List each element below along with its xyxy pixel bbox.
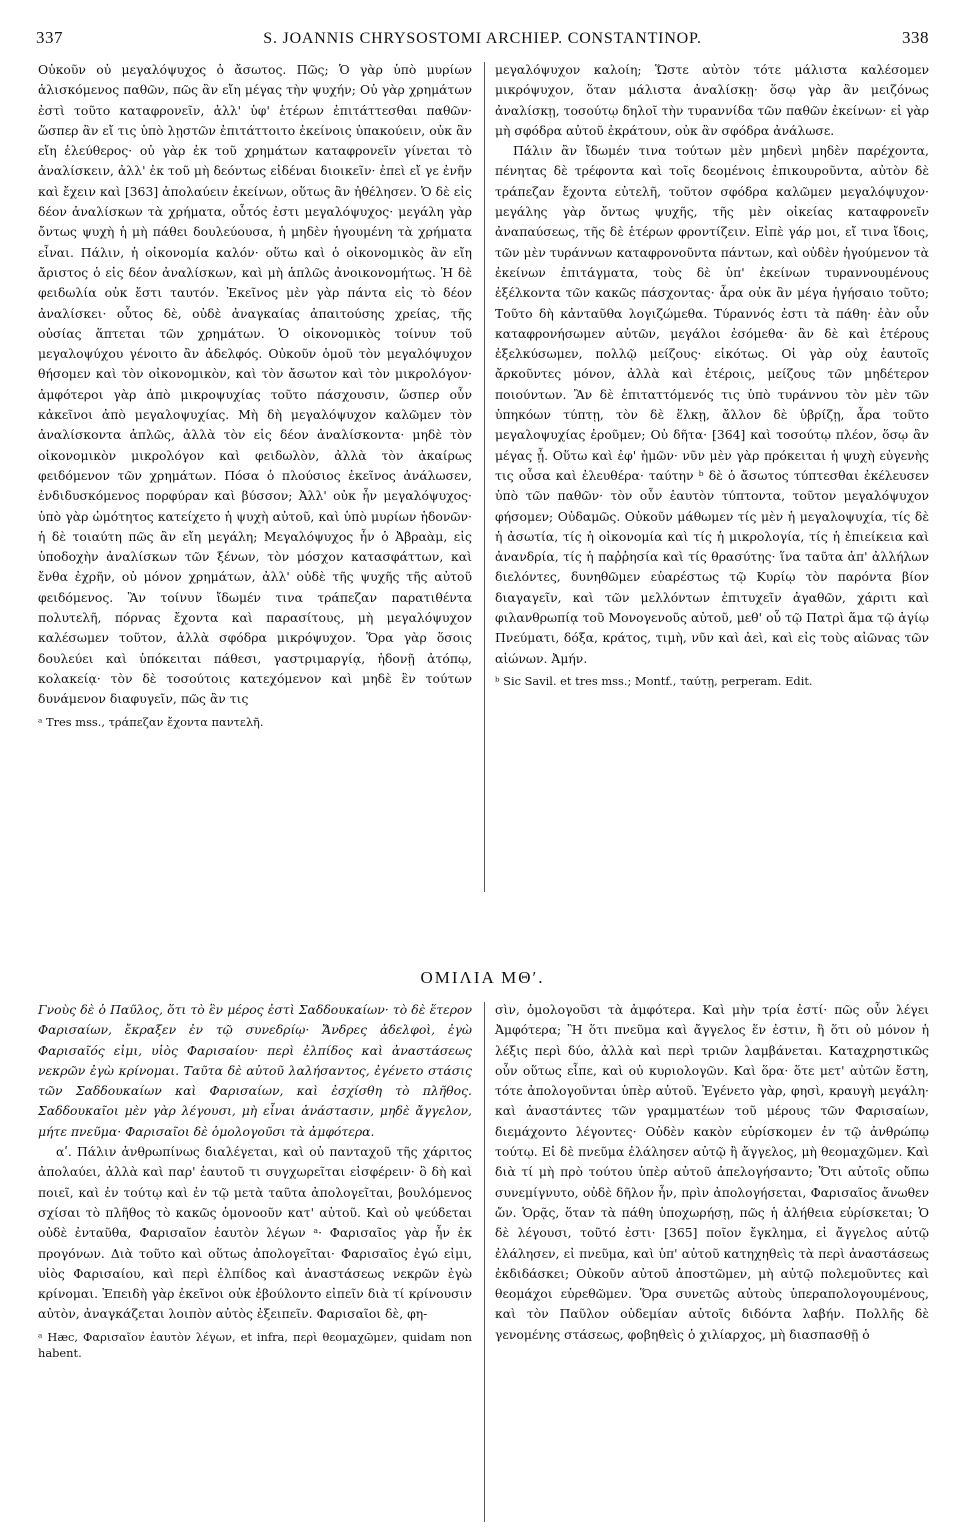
scripture-lemma: Γνοὺς δὲ ὁ Παῦλος, ὅτι τὸ ἓν μέρος ἐστὶ Σαδδουκαίων· τὸ δὲ ἕτερον Φαρισαίων, ἔκραξεν ἐν τῷ συνεδρίῳ· Ἄνδρες ἀδελφοὶ, ἐγὼ Φαρισαῖός εἰμι, υἱὸς Φαρισαίου· περὶ ἐλπίδος καὶ ἀναστάσεως νεκρῶν ἐγὼ κρίνομαι. Ταῦτα δὲ αὐτοῦ λαλήσαντος, ἐγένετο στάσις τῶν Σαδδουκαίων καὶ Φαρισαίων, καὶ ἐσχίσθη τὸ πλῆθος. Σαδδουκαῖοι μὲν γὰρ λέγουσι, μὴ εἶναι ἀνάστασιν, μηδὲ ἄγγελον, μήτε πνεῦμα· Φαρισαῖοι δὲ ὁμολογοῦσι τὰ ἀμφότερα.: [38, 1002, 472, 1139]
column-divider-top: [484, 62, 485, 892]
column-right-bottom: [495, 1000, 929, 1345]
footnote: ᵃ Tres mss., τράπεζαν ἔχοντα παντελῆ.: [38, 714, 264, 729]
paragraph: σὶν, ὁμολογοῦσι τὰ ἀμφότερα. Καὶ μὴν τρία ἐστί· πῶς οὖν λέγει Ἀμφότερα; Ἢ ὅτι πνεῦμα καὶ ἄγγελος ἕν ἐστιν, ἢ ὅτι οὐ μόνον ἡ λέξις περὶ δύο, ἀλλὰ καὶ περὶ τριῶν λαμβάνεται. Καταχρηστικῶς οὖν οὕτως εἶπε, καὶ οὐ κυριολογῶν. Καὶ ὅρα· ὅτε μετ' αὐτῶν ἔστη, τότε ἀπολογοῦνται ὑπὲρ αὐτοῦ. Ἐγένετο γὰρ, φησὶ, κραυγὴ μεγάλη· καὶ ἀναστάντες τῶν γραμματέων τοῦ μέρους τῶν Φαρισαίων, διεμάχοντο λέγοντες· Οὐδὲν κακὸν εὑρίσκομεν ἐν τῷ ἀνθρώπῳ τούτῳ. Εἰ δὲ πνεῦμα ἐλάλησεν αὐτῷ ἢ ἄγγελος, μὴ θεομαχῶμεν. Καὶ διὰ τί μὴ πρὸ τούτου ὑπὲρ αὐτοῦ ἀπελογήσαντο; Ὅτι αὐτοῖς οὔπω συνεμίγνυτο, οὐδὲ δῆλον ἦν, πρὶν ἀπολογήσεται, Φαρισαῖος ἄνωθεν ὤν. Ὁρᾷς, ὅταν τὰ πάθη ὑποχωρήσῃ, πῶς ἡ ἀλήθεια εὑρίσκεται; Ὁ δὲ λέγουσι, τοῦτό ἐστι· [365] ποῖον ἔγκλημα, εἰ ἄγγελος αὐτῷ ἐλάλησεν, εἰ πνεῦμα, καὶ ὑπ' αὐτοῦ κατηχηθεὶς τὰ περὶ ἀναστάσεως ἐκδιδάσκει; Οὐκοῦν αὐτοῦ ἀποστῶμεν, μὴ αὐτῷ πολεμοῦντες καὶ θεομάχοι εὑρεθῶμεν. Ὅρα συνετῶς αὐτοὺς ὑπεραπολογουμένους, καὶ τὸν Παῦλον οὐδεμίαν αὐτοῖς διδόντα λαβήν. Πολλῆς δὲ γενομένης στάσεως, φοβηθεὶς ὁ χιλίαρχος, μὴ διασπασθῇ ὁ: [495, 1002, 929, 1342]
paragraph: Πάλιν ἂν ἴδωμέν τινα τούτων μὲν μηδενὶ μηδὲν παρέχοντα, πένητας δὲ τρέφοντα καὶ τοῖς δεομένοις ἐπικουροῦντα, αὐτὸν δὲ τράπεζαν ἔχοντα εὐτελῆ, τοῦτον σφόδρα καλῶμεν μεγαλόψυχον· μεγάλης γὰρ ὄντως ψυχῆς, τῆς μὲν οἰκείας καταφρονεῖν ἀναπαύσεως, τῆς δὲ ἑτέρων φροντίζειν. Εἰπὲ γάρ μοι, εἴ τινα ἴδοις, τῶν μὲν τυράννων καταφρονοῦντα πάντων, καὶ οὐδὲν ἡγούμενον τὰ ἐκείνων ἐπιτάγματα, τοὺς δὲ ὑπ' ἐκείνων τυραννουμένους ἐξέλκοντα τῶν κακῶς πάσχοντας· ἆρα οὐκ ἂν μέγα ἡγήσαιο τοῦτο; Τοῦτο δὴ κἀνταῦθα λογιζώμεθα. Τύραννός ἐστι τὰ πάθη· ἐὰν οὖν καταφρονήσωμεν αὐτῶν, μεγάλοι ἐσόμεθα· ἂν δὲ καὶ ἑτέρους ἐξελκύσωμεν, πολλῷ μείζους· εἰκότως. Οἱ γὰρ οὐχ ἑαυτοῖς ἄρκοῦντες μόνον, ἀλλὰ καὶ ἑτέροις, μείζους τῶν μηδέτερον ποιούντων. Ἂν δὲ ἐπιταττόμενός τις ὑπὸ τυράννου τὸν μὲν τῶν ὑπηκόων τύπτῃ, τὸν δὲ ἕλκῃ, ἄλλον δὲ ὑβρίζῃ, ἆρα τοῦτο μεγαλοψυχίας ἐροῦμεν; Οὐ δῆτα· [364] καὶ τοσούτῳ πλέον, ὅσῳ ἂν μέγας ᾖ. Οὕτω καὶ ἐφ' ἡμῶν· νῦν μὲν γὰρ πρόκειται ἡ ψυχὴ εὐγενὴς τις οὖσα καὶ ἐλευθέρα· ταύτην ᵇ δὲ ὁ ἄσωτος τύπτεσθαι ἐκέλευσεν ὑπὸ τῶν παθῶν· τὸν οὖν ἑαυτὸν τύπτοντα, τοῦτον μεγαλόψυχον φήσομεν; Οὐδαμῶς. Οὐκοῦν μάθωμεν τίς μὲν ἡ μεγαλοψυχία, τίς δὲ ἡ ἀσωτία, τίς ἡ οἰκονομία καὶ τίς ἡ μικρολογία, τίς ἡ ἐπιείκεια καὶ ἀνανδρία, τίς ἡ παῤῥησία καὶ τίς θρασύτης· ἵνα ταῦτα ἀπ' ἀλλήλων διελόντες, δυνηθῶμεν εὐαρέστως τῷ Κυρίῳ τὸν παρόντα βίον διαγαγεῖν, καὶ τῶν μελλόντων ἐπιτυχεῖν ἀγαθῶν, χάριτι καὶ φιλανθρωπίᾳ τοῦ Μονογενοῦς αὐτοῦ, μεθ' οὗ τῷ Πατρὶ ἅμα τῷ ἁγίῳ Πνεύματι, δόξα, κράτος, τιμὴ, νῦν καὶ ἀεὶ, καὶ εἰς τοὺς αἰῶνας τῶν αἰώνων. Ἀμήν.: [495, 143, 929, 666]
footnote: ᵃ Hæc, Φαρισαῖον ἑαυτὸν λέγων, et infra, περὶ θεομαχῶμεν, quidam non habent.: [38, 1329, 472, 1360]
column-left-bottom: [38, 1000, 472, 1361]
column-left-top: [38, 60, 472, 730]
running-header: [36, 28, 929, 58]
footnote: ᵇ Sic Savil. et tres mss.; Montf., ταύτῃ, perperam. Edit.: [495, 673, 813, 688]
column-right-top: [495, 60, 929, 689]
running-title: S. JOANNIS CHRYSOSTOMI ARCHIEP. CONSTANTINOP.: [263, 30, 702, 47]
column-divider-bottom: [484, 1002, 485, 1522]
page-number-left: 337: [36, 28, 63, 47]
paragraph: Οὐκοῦν οὐ μεγαλόψυχος ὁ ἄσωτος. Πῶς; Ὁ γὰρ ὑπὸ μυρίων ἁλισκόμενος παθῶν, πῶς ἂν εἴη μέγας τὴν ψυχήν; Οὐ γὰρ χρημάτων ἐστὶ τοῦτο καταφρονεῖν, ἀλλ' ὑφ' ἑτέρων ἐπιτάττεσθαι παθῶν· ὥσπερ ἂν εἴ τις ὑπὸ λῃστῶν ἐπιτάττοιτο ἐκείνοις ὑπακούειν, οὐκ ἂν εἴη ἐλεύθερος· οὐ γὰρ ἐκ τοῦ χρημάτων καταφρονεῖν γίνεται τὸ ἀναλίσκειν, ἀλλ' ἐκ τοῦ μὴ δεόντως εἰδέναι διοικεῖν· ἐπεὶ εἴ γε ἐνῆν καὶ ἔχειν καὶ [363] ἀπολαύειν ἐκείνων, οὕτως ἂν ἠθέλησεν. Ὁ δὲ εἰς δέον ἀναλίσκων τὰ χρήματα, οὗτός ἐστι μεγαλόψυχος· μεγάλη γὰρ ὄντως ψυχὴ ἡ μὴ πάθει δουλεύουσα, ἡ μηδὲν ἡγουμένη τὰ χρήματα εἶναι. Πάλιν, ἡ οἰκονομία καλόν· οὕτω καὶ ὁ οἰκονομικὸς ἂν εἴη ἄριστος ὁ εἰς δέον ἀναλίσκων, καὶ μὴ ἁπλῶς ἀνοικονομήτως. Ἡ δὲ φειδωλία οὐκ ἔστι ταυτόν. Ἐκεῖνος μὲν γὰρ πάντα εἰς τὸ δέον ἀναλίσκει· οὗτος δὲ, οὐδὲ ἀναγκαίας ἀπαιτούσης χρείας, τῆς οὐσίας ἅπτεται τῶν χρημάτων. Ὁ οἰκονομικὸς τοίνυν τοῦ μεγαλοψύχου γένοιτο ἂν ἀδελφός. Οὐκοῦν ὁμοῦ τὸν μεγαλόψυχον θήσομεν καὶ τὸν οἰκονομικὸν, καὶ τὸν ἄσωτον καὶ τὸν μικρολόγον· ἀμφότεροι γὰρ ἀπὸ μικροψυχίας τοῦτο πάσχουσιν, ὥσπερ οὖν κἀκεῖνοι ἀπὸ μεγαλοψυχίας. Μὴ δὴ μεγαλόψυχον καλῶμεν τὸν ἀναλίσκοντα ἁπλῶς, ἀλλὰ τὸν εἰς δέον ἀναλίσκοντα· μηδὲ τὸν οἰκονομικὸν μικρολόγον καὶ φειδωλὸν, ἀλλὰ τὸν ἀκαίρως φειδόμενον τῶν χρημάτων. Πόσα ὁ πλούσιος ἐκεῖνος ἀνάλωσεν, ἐνδιδυσκόμενος πορφύραν καὶ βύσσον; Ἀλλ' οὐκ ἦν μεγαλόψυχος· ὑπὸ γὰρ ὠμότητος κατείχετο ἡ ψυχὴ αὐτοῦ, καὶ ὑπὸ μυρίων ἡδονῶν· ἡ δὲ τοιαύτη πῶς ἂν εἴη μεγάλη; Μεγαλόψυχος ἦν ὁ Ἀβραὰμ, εἰς ὑποδοχὴν ἀναλίσκων τῶν ξένων, τὸν μόσχον κατασφάττων, καὶ ἔνθα ἐχρῆν, οὐ μόνον χρημάτων, ἀλλ' οὐδὲ τῆς ψυχῆς τῆς αὐτοῦ φειδόμενος. Ἂν τοίνυν ἴδωμέν τινα τράπεζαν παρατιθέντα πολυτελῆ, πόρνας ἔχοντα καὶ παρασίτους, μὴ μεγαλόψυχον καλέσωμεν τοῦτον, ἀλλὰ σφόδρα μικρόψυχον. Ὅρα γὰρ ὅσοις δουλεύει καὶ ὑπόκειται πάθεσι, γαστριμαργίᾳ, ἡδονῇ ἀτόπῳ, κολακείᾳ· τὸν δὲ τοσούτοις κατεχόμενον καὶ μηδὲ ἓν τούτων δυνάμενον διαφυγεῖν, πῶς ἂν τις: [38, 62, 472, 707]
homily-title: ΟΜΙΛΙΑ ΜΘʹ.: [420, 968, 545, 987]
paragraph: μεγαλόψυχον καλοίη; Ὥστε αὐτὸν τότε μάλιστα καλέσομεν μικρόψυχον, ὅταν μάλιστα ἀναλίσκῃ· ὅσῳ γὰρ ἂν μειζόνως ἀναλίσκῃ, τοσούτῳ δηλοῖ τὴν τυραννίδα τῶν παθῶν ἐκείνων· εἰ γὰρ μὴ σφόδρα αὐτοῦ ἐκράτουν, οὐκ ἂν σφόδρα ἀνάλωσε.: [495, 62, 929, 138]
paragraph: αʹ. Πάλιν ἀνθρωπίνως διαλέγεται, καὶ οὐ πανταχοῦ τῆς χάριτος ἀπολαύει, ἀλλὰ καὶ παρ' ἑαυτοῦ τι συγχωρεῖται εἰσφέρειν· ὃ δὴ καὶ ποιεῖ, καὶ ἐν τούτῳ καὶ ἐν τῷ μετὰ ταῦτα ἀπολογεῖται, βουλόμενος σχίσαι τὸ πλῆθος τὸ κακῶς ὁμονοοῦν κατ' αὐτοῦ. Καὶ οὐ ψεύδεται οὐδὲ ἐνταῦθα, Φαρισαῖον ἑαυτὸν λέγων ᵃ· Φαρισαῖος γὰρ ἦν ἐκ προγόνων. Διὰ τοῦτο καὶ οὕτως ἀπολογεῖται· Φαρισαῖος ἐγώ εἰμι, υἱὸς Φαρισαίου, καὶ περὶ ἐλπίδος καὶ ἀναστάσεως νεκρῶν ἐγὼ κρίνομαι. Ἐπειδὴ γὰρ ἐκεῖνοι οὐκ ἐβούλοντο εἰπεῖν διὰ τί κρίνουσιν αὐτὸν, ἀναγκάζεται λοιπὸν αὐτὸς ἐξειπεῖν. Φαρισαῖοι δὲ, φη-: [38, 1144, 472, 1322]
page-number-right: 338: [902, 28, 929, 47]
